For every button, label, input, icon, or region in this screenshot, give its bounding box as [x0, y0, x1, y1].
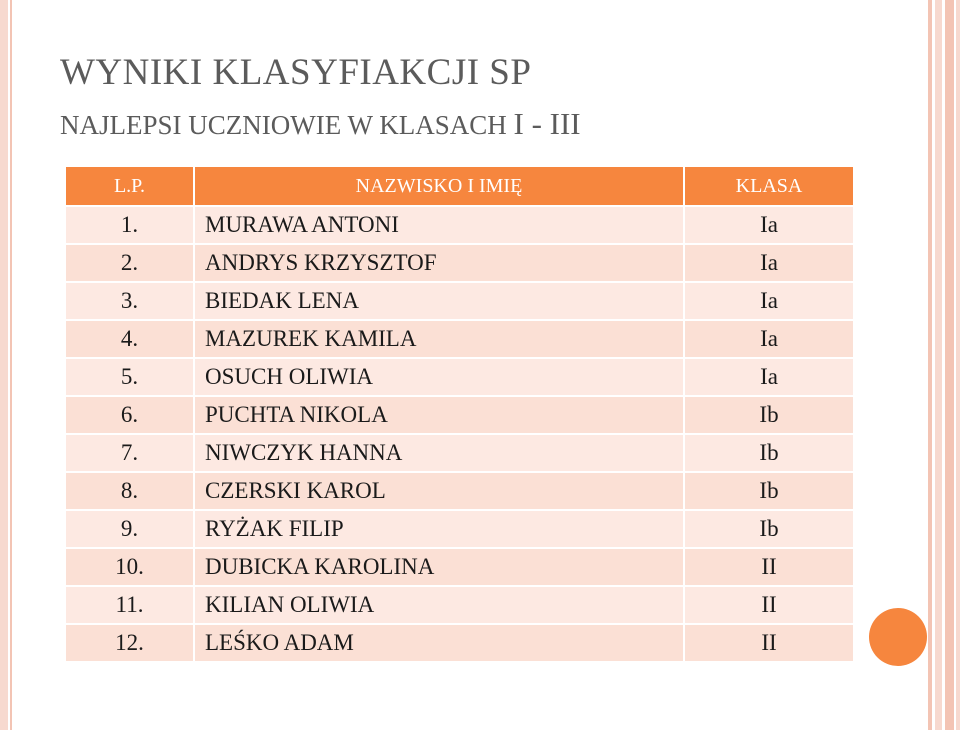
table-row [65, 548, 854, 586]
row-number: 9. [65, 510, 194, 548]
subtitle-text: NAJLEPSI UCZNIOWIE W KLASACH [60, 110, 507, 140]
table-row [65, 510, 854, 548]
student-name: MAZUREK KAMILA [194, 320, 684, 358]
row-number: 5. [65, 358, 194, 396]
student-name: MURAWA ANTONI [194, 206, 684, 244]
student-name: KILIAN OLIWIA [194, 586, 684, 624]
results-table [64, 165, 855, 663]
table-row [65, 320, 854, 358]
student-name: ANDRYS KRZYSZTOF [194, 244, 684, 282]
header-lp: L.P. [65, 166, 194, 206]
student-class: Ia [684, 244, 854, 282]
left-decorative-stripe [0, 0, 8, 730]
table-header-row [65, 166, 854, 206]
table-row [65, 282, 854, 320]
student-class: II [684, 624, 854, 662]
student-name: NIWCZYK HANNA [194, 434, 684, 472]
page-title: WYNIKI KLASYFIAKCJI SP [60, 52, 532, 93]
student-name: RYŻAK FILIP [194, 510, 684, 548]
student-class: Ia [684, 282, 854, 320]
decorative-circle [869, 608, 927, 666]
student-name: CZERSKI KAROL [194, 472, 684, 510]
table-row [65, 396, 854, 434]
student-name: DUBICKA KAROLINA [194, 548, 684, 586]
row-number: 7. [65, 434, 194, 472]
page-subtitle [60, 108, 581, 139]
table-row [65, 434, 854, 472]
row-number: 12. [65, 624, 194, 662]
row-number: 2. [65, 244, 194, 282]
table-row [65, 244, 854, 282]
row-number: 1. [65, 206, 194, 244]
student-name: LEŚKO ADAM [194, 624, 684, 662]
student-class: Ia [684, 206, 854, 244]
header-class: KLASA [684, 166, 854, 206]
row-number: 10. [65, 548, 194, 586]
student-class: II [684, 586, 854, 624]
student-class: Ia [684, 358, 854, 396]
header-name: NAZWISKO I IMIĘ [194, 166, 684, 206]
row-number: 8. [65, 472, 194, 510]
student-class: Ia [684, 320, 854, 358]
student-class: Ib [684, 396, 854, 434]
student-class: Ib [684, 472, 854, 510]
table-body [65, 206, 854, 662]
student-name: PUCHTA NIKOLA [194, 396, 684, 434]
right-decorative-bands [928, 0, 960, 730]
student-name: OSUCH OLIWIA [194, 358, 684, 396]
table-row [65, 358, 854, 396]
student-class: Ib [684, 434, 854, 472]
row-number: 6. [65, 396, 194, 434]
left-decorative-line [10, 0, 12, 730]
table-row [65, 624, 854, 662]
row-number: 4. [65, 320, 194, 358]
table-row [65, 206, 854, 244]
row-number: 3. [65, 282, 194, 320]
student-class: II [684, 548, 854, 586]
table-row [65, 472, 854, 510]
student-class: Ib [684, 510, 854, 548]
table-row [65, 586, 854, 624]
subtitle-classes-range: I - III [513, 106, 581, 141]
row-number: 11. [65, 586, 194, 624]
student-name: BIEDAK LENA [194, 282, 684, 320]
